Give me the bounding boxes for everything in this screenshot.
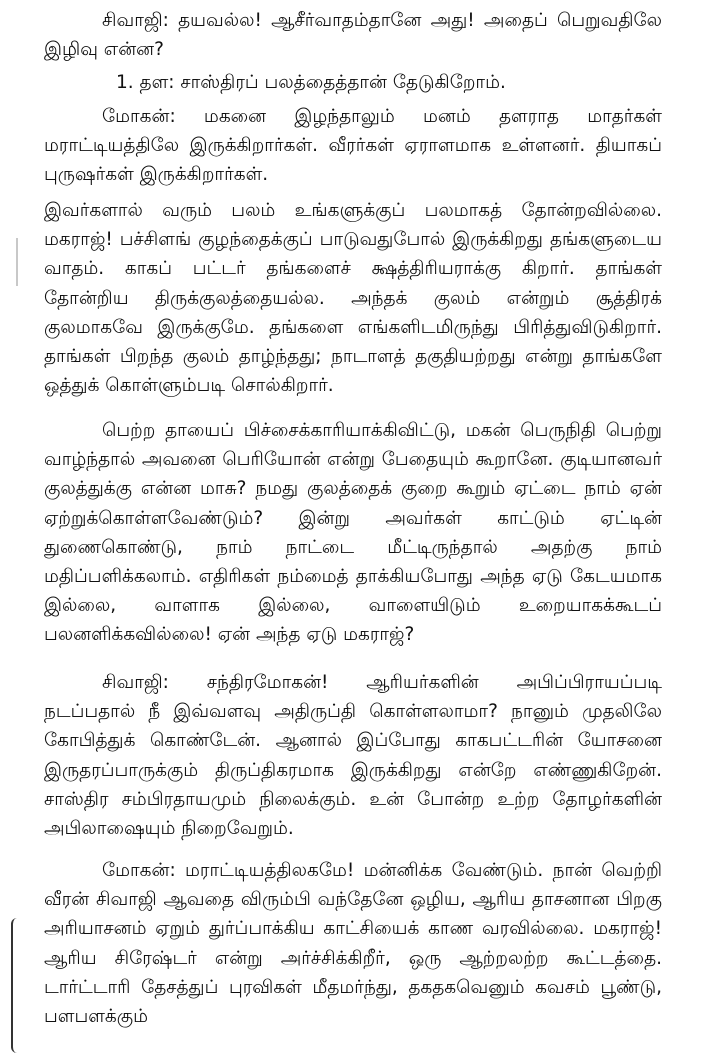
paragraph-mohan-maratta-tilak: மோகன்: மராட்டியத்திலகமே! மன்னிக்க வேண்டும். நான் வெற்றி வீரன் சிவாஜி ஆவதை விரும்பி வந்தேனே ஒழிய, ஆரிய தாசனான பிறகு அரியாசனம் ஏறும் துர்ப்பாக்கிய காட்சியைக் காண வரவில்லை. மகராஜ்! ஆரிய சிரேஷ்டர் என்று அர்ச்சிக்கிறீர், ஒரு ஆற்றலற்ற கூட்டத்தை. டார்ட்டாரி தேசத்துப் புரவிகள் மீதமர்ந்து, தகதகவெனும் கவசம் பூண்டு, பளபளக்கும் — [44, 860, 662, 1028]
paragraph-strength-argument: இவர்களால் வரும் பலம் உங்களுக்குப் பலமாகத் தோன்றவில்லை. மகராஜ்! பச்சிளங் குழந்தைக்குப் பாடுவதுபோல் இருக்கிறது தங்களுடைய வாதம். காகப் பட்டர் தங்களைச் க்ஷத்திரியராக்கு கிறார். தாங்கள் தோன்றிய திருக்குலத்தையல்ல. அந்தக் குலம் என்றும் சூத்திரக் குலமாகவே இருக்குமே. தங்களை எங்களிடமிருந்து பிரித்துவிடுகிறார். தாங்கள் பிறந்த குலம் தாழ்ந்தது; நாடாளத் தகுதியற்றது என்று தாங்களே ஒத்துக் கொள்ளும்படி சொல்கிறார். — [44, 200, 662, 397]
margin-bracket-mark — [11, 918, 19, 1053]
paragraph-mohan-mothers: மோகன்: மகனை இழந்தாலும் மனம் தளராத மாதர்கள் மராட்டியத்திலே இருக்கிறார்கள். வீரர்கள் ஏராளமாக உள்ளனர். தியாகப் புருஷர்கள் இருக்கிறார்கள். — [44, 106, 662, 186]
paragraph-sivaji-blessing: சிவாஜி: தயவல்ல! ஆசீர்வாதம்தானே அது! அதைப் பெறுவதிலே இழிவு என்ன? — [44, 10, 662, 61]
paragraph-sivaji-chandramohan: சிவாஜி: சந்திரமோகன்! ஆரியர்களின் அபிப்பிராயப்படி நடப்பதால் நீ இவ்வளவு அதிருப்தி கொள்ளலாமா? நானும் முதலிலே கோபித்துக் கொண்டேன். ஆனால் இப்போது காகபட்டரின் யோசனை இருதரப்பாருக்கும் திருப்திகரமாக இருக்கிறது என்றே எண்ணுகிறேன். சாஸ்திர சம்பிரதாயமும் நிலைக்கும். உன் போன்ற உற்ற தோழர்களின் அபிலாஷையும் நிறைவேறும். — [44, 672, 662, 840]
margin-scan-line — [16, 238, 18, 286]
paragraph-mother-beggar: பெற்ற தாயைப் பிச்சைக்காரியாக்கிவிட்டு, மகன் பெருநிதி பெற்று வாழ்ந்தால் அவனை பெரியோன் என்று பேதையும் கூறானே. குடியானவர் குலத்துக்கு என்ன மாசு? நமது குலத்தைக் குறை கூறும் ஏட்டை நாம் ஏன் ஏற்றுக்கொள்ளவேண்டும்? இன்று அவர்கள் காட்டும் ஏட்டின் துணைகொண்டு, நாம் நாட்டை மீட்டிருந்தால் அதற்கு நாம் மதிப்பளிக்கலாம். எதிரிகள் நம்மைத் தாக்கியபோது அந்த ஏடு கேடயமாக இல்லை, வாளாக இல்லை, வாளையிடும் உறையாகக்கூடப் பலனளிக்கவில்லை! ஏன் அந்த ஏடு மகராஜ்? — [44, 420, 662, 646]
paragraph-numbered-shastra: 1. தள: சாஸ்திரப் பலத்தைத்தான் தேடுகிறோம். — [116, 72, 506, 93]
